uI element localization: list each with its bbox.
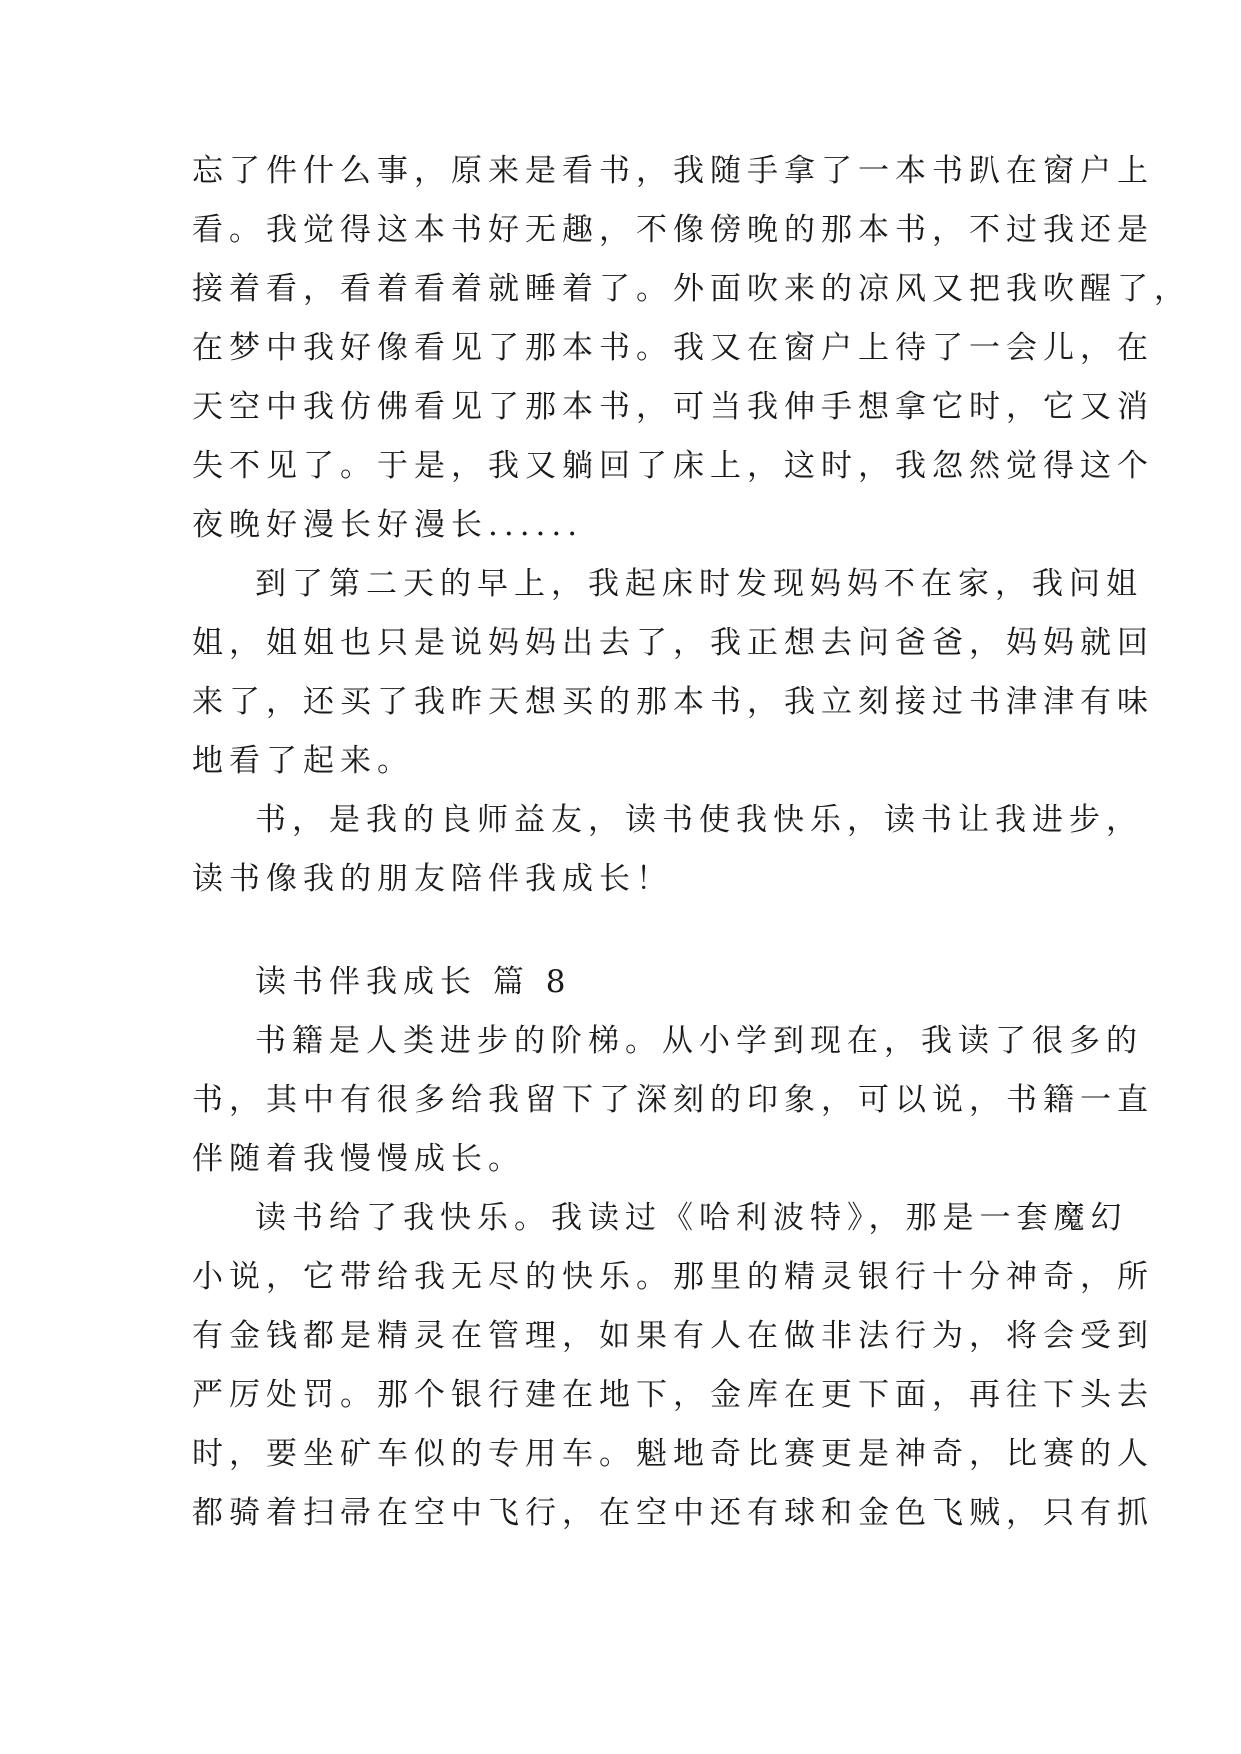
paragraph-start-line: 读书给了我快乐。我读过《哈利波特》，那是一套魔幻	[255, 1200, 1128, 1236]
text-line: 伴随着我慢慢成长。	[192, 1141, 525, 1177]
text-line: 读书像我的朋友陪伴我成长！	[192, 861, 673, 897]
text-line: 天空中我仿佛看见了那本书，可当我伸手想拿它时，它又消	[192, 389, 1154, 425]
text-line: 有金钱都是精灵在管理，如果有人在做非法行为，将会受到	[192, 1318, 1154, 1354]
text-line: 小说，它带给我无尽的快乐。那里的精灵银行十分神奇，所	[192, 1259, 1154, 1295]
text-line: 看。我觉得这本书好无趣，不像傍晚的那本书，不过我还是	[192, 212, 1154, 248]
text-line: 严厉处罚。那个银行建在地下，金库在更下面，再往下头去	[192, 1377, 1154, 1413]
text-line: 在梦中我好像看见了那本书。我又在窗户上待了一会儿，在	[192, 330, 1154, 366]
section-heading: 读书伴我成长 篇 8	[255, 964, 572, 1000]
text-line: 时，要坐矿车似的专用车。魁地奇比赛更是神奇，比赛的人	[192, 1436, 1154, 1472]
text-line: 失不见了。于是，我又躺回了床上，这时，我忽然觉得这个	[192, 448, 1154, 484]
text-line: 接着看，看着看着就睡着了。外面吹来的凉风又把我吹醒了，	[192, 271, 1191, 307]
text-line: 都骑着扫帚在空中飞行，在空中还有球和金色飞贼，只有抓	[192, 1495, 1154, 1531]
paragraph-start-line: 到了第二天的早上，我起床时发现妈妈不在家，我问姐	[255, 566, 1143, 602]
paragraph-start-line: 书籍是人类进步的阶梯。从小学到现在，我读了很多的	[255, 1023, 1143, 1059]
text-line: 姐，姐姐也只是说妈妈出去了，我正想去问爸爸，妈妈就回	[192, 625, 1154, 661]
text-line: 书，其中有很多给我留下了深刻的印象，可以说，书籍一直	[192, 1082, 1154, 1118]
text-line: 地看了起来。	[192, 743, 414, 779]
text-line: 来了，还买了我昨天想买的那本书，我立刻接过书津津有味	[192, 684, 1154, 720]
paragraph-start-line: 书，是我的良师益友，读书使我快乐，读书让我进步，	[255, 802, 1143, 838]
text-line: 夜晚好漫长好漫长......	[192, 507, 584, 543]
text-line: 忘了件什么事，原来是看书，我随手拿了一本书趴在窗户上	[192, 153, 1154, 189]
